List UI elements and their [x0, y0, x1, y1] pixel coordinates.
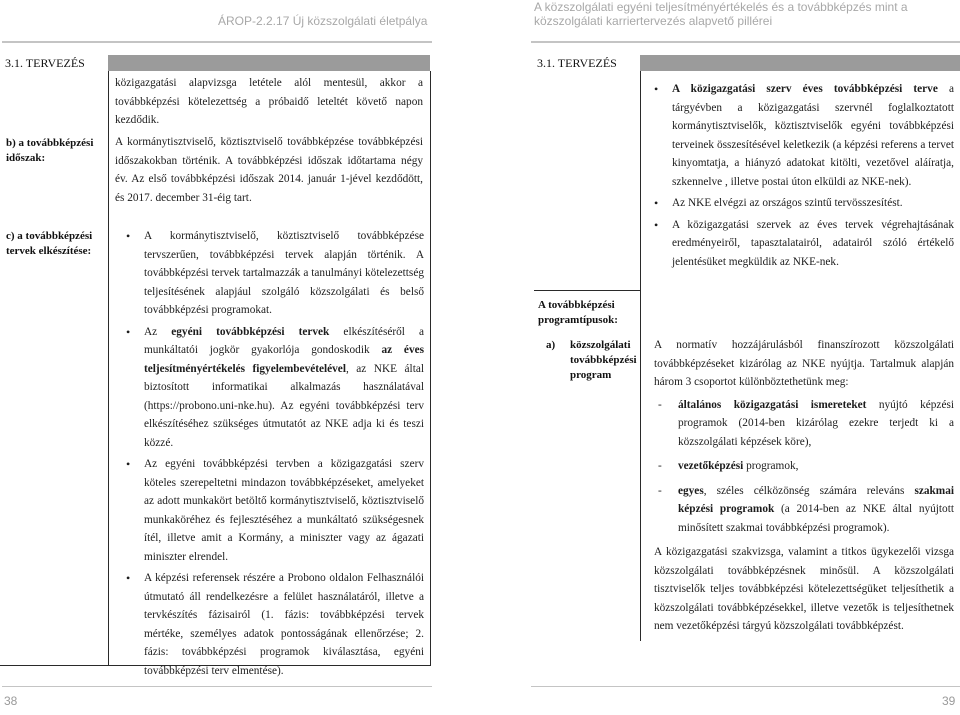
- training-period-paragraph: A kormánytisztviselő, köztisztviselő továbbképzése továbbképzési időszakokban történik. A továbbképzési időszak időtartama négy év. Az első továbbképzési időszak 2014. január 1-jével kezdődött, és 2017. december 31-éig tart.: [115, 136, 423, 204]
- bold-term: szakmai képzési programok: [678, 484, 954, 515]
- bold-term: vezetőképzési: [678, 460, 744, 472]
- label-training-period: b) a továbbképzési időszak:: [6, 137, 94, 164]
- list-item-text: a tárgyévben a közigazgatási szervnél foglalkoztatott kormánytisztviselők, köztisztviselők egyéni továbbképzési terveinek összesítésével keletkezik (a képzési referens a tervet kinyomtatja, a hiányzó adatokat kitölti, vezetővel aláíratja, szkennelve , illetve postai úton elküldi az NKE-nek).: [672, 83, 955, 188]
- bold-term: az éves teljesítményértékelés figyelembevételével: [144, 344, 424, 375]
- footer-rule-left: [2, 686, 432, 687]
- paragraph: A közigazgatási szakvizsga, valamint a titkos ügykezelői vizsga közszolgálati továbbképzésnek minősül. A közszolgálati tisztviselők teljes továbbképzési kötelezettségüket teljesíthetik a közszolgálati továbbképzésekkel, illetve vezetők is teljesíthetnek nem vezetőképzési tárgyú közszolgálati továbbképzést.: [654, 546, 954, 632]
- list-item-text: A kormánytisztviselő, köztisztviselő továbbképzése tervszerűen, továbbképzési tervek alapján történik. A továbbképzési tervek tartalmazzák a tanulmányi kötelezettség teljesítésének alapjául szolgáló közszolgálati és belső továbbképzési programokat.: [144, 230, 424, 316]
- list-item-text: programok,: [743, 460, 799, 472]
- column-divider-left-1: [108, 71, 109, 665]
- column-divider-right: [640, 71, 641, 641]
- page-number-left: 38: [4, 694, 18, 708]
- label-a-marker: a): [546, 339, 556, 351]
- list-item-text: A képzési referensek részére a Probono oldalon Felhasználói útmutató áll rendelkezésre a felület használatáról, illetve a tervkészítés fázisairól (1. fázis: továbbképzési tervek mértéke, személyes adatok pontosságának ellenőrzése; 2. fázis: továbbképzési programok kiválasztása, egyéni továbbképzési terv elmentése).: [144, 572, 424, 677]
- annual-plan-content: [648, 80, 954, 274]
- header-rule-left: [2, 41, 432, 43]
- list-item-text: nyújtó képzési programok (2014-ben kizárólag ezekre terjedt ki a közszolgálati képzések köre),: [678, 398, 954, 448]
- label-program-types: A továbbképzési programtípusok:: [538, 299, 618, 326]
- section-title-right: 3.1. TERVEZÉS: [537, 56, 617, 70]
- list-item-text: (a 2014-ben az NKE által nyújtott minősített szakmai továbbképzési programok).: [678, 503, 954, 534]
- list-item: [654, 482, 954, 538]
- row-divider-right: [534, 290, 640, 291]
- paragraph: A normatív hozzájárulásból finanszírozott közszolgálati továbbképzéseket kizárólag az NKE nyújtja. Tartalmuk alapján három 3 csoportot különböztethetünk meg:: [654, 339, 954, 388]
- bold-term: egyes: [678, 484, 704, 497]
- list-item-text: Az egyéni továbbképzési tervben a közigazgatási szerv köteles szerepeltetni mindazon továbbképzéseket, amelyeket az adott munkakört betöltő kormánytisztviselő, köztisztviselő munkaköréhez és fejlesztéséhez a munkáltató szükségesnek ítél, illetve amit a Kormány, a miniszter vagy az ágazati miniszter elrendel.: [144, 458, 424, 563]
- list-item: [120, 569, 424, 680]
- list-item-text: , az NKE által biztosított informatikai alkalmazás használatával (https://probono.uni-nke.hu). Az egyéni továbbképzési terv elkészítéséhez szükséges útmutatót az NKE adja ki és teszi közzé.: [144, 362, 424, 449]
- intro-paragraph: közigazgatási alapvizsga letétele alól mentesül, akkor a továbbképzési kötelezettség a próbaidő leteltét követő napon kezdődik.: [115, 77, 423, 126]
- list-item-text: , széles célközönség számára releváns: [703, 484, 915, 497]
- list-item: [654, 396, 954, 452]
- bold-term: egyéni továbbképzési tervek: [171, 325, 330, 338]
- running-header-right-line1: A közszolgálati egyéni teljesítményértékelés és a továbbképzés mint a: [534, 0, 908, 14]
- running-header-left: ÁROP-2.2.17 Új közszolgálati életpálya: [218, 14, 428, 28]
- running-header-right-line2: közszolgálati karriertervezés alapvető pillérei: [534, 14, 773, 28]
- list-item: [648, 80, 954, 191]
- list-item: [648, 216, 954, 272]
- plan-preparation-content: [120, 227, 424, 683]
- list-item-text: Az NKE elvégzi az országos szintű tervösszesítést.: [672, 197, 903, 209]
- section-title-bar-left: [108, 55, 430, 71]
- footer-rule-right: [531, 686, 960, 687]
- section-title-left: 3.1. TERVEZÉS: [5, 56, 85, 70]
- list-item: [120, 323, 424, 453]
- label-plan-preparation: c) a továbbképzési tervek elkészítése:: [6, 230, 93, 257]
- label-public-service-program: közszolgálati továbbképzési program: [570, 339, 637, 381]
- header-rule-right: [531, 41, 960, 43]
- list-item: [648, 194, 954, 213]
- list-item-text: A közigazgatási szervek az éves tervek végrehajtásának eredményeiről, tapasztalatairól, adatairól szóló értékelő jelentésüket megküldik az NKE-nek.: [672, 218, 954, 268]
- list-item-text: Az: [144, 325, 172, 338]
- page-number-right: 39: [942, 694, 956, 708]
- list-item: [120, 455, 424, 566]
- bold-term: általános közigazgatási ismereteket: [678, 398, 867, 411]
- list-item: [120, 227, 424, 320]
- running-header-right: [534, 0, 944, 28]
- bold-term: A közigazgatási szerv éves továbbképzési terve: [672, 83, 938, 95]
- section-title-bar-right: [640, 55, 960, 71]
- column-divider-left-2: [430, 71, 431, 665]
- public-service-program-content: [654, 336, 954, 636]
- list-item-text: elkészítéséről a munkáltatói jogkör gyakorlója gondoskodik: [144, 325, 425, 356]
- list-item: [654, 457, 954, 476]
